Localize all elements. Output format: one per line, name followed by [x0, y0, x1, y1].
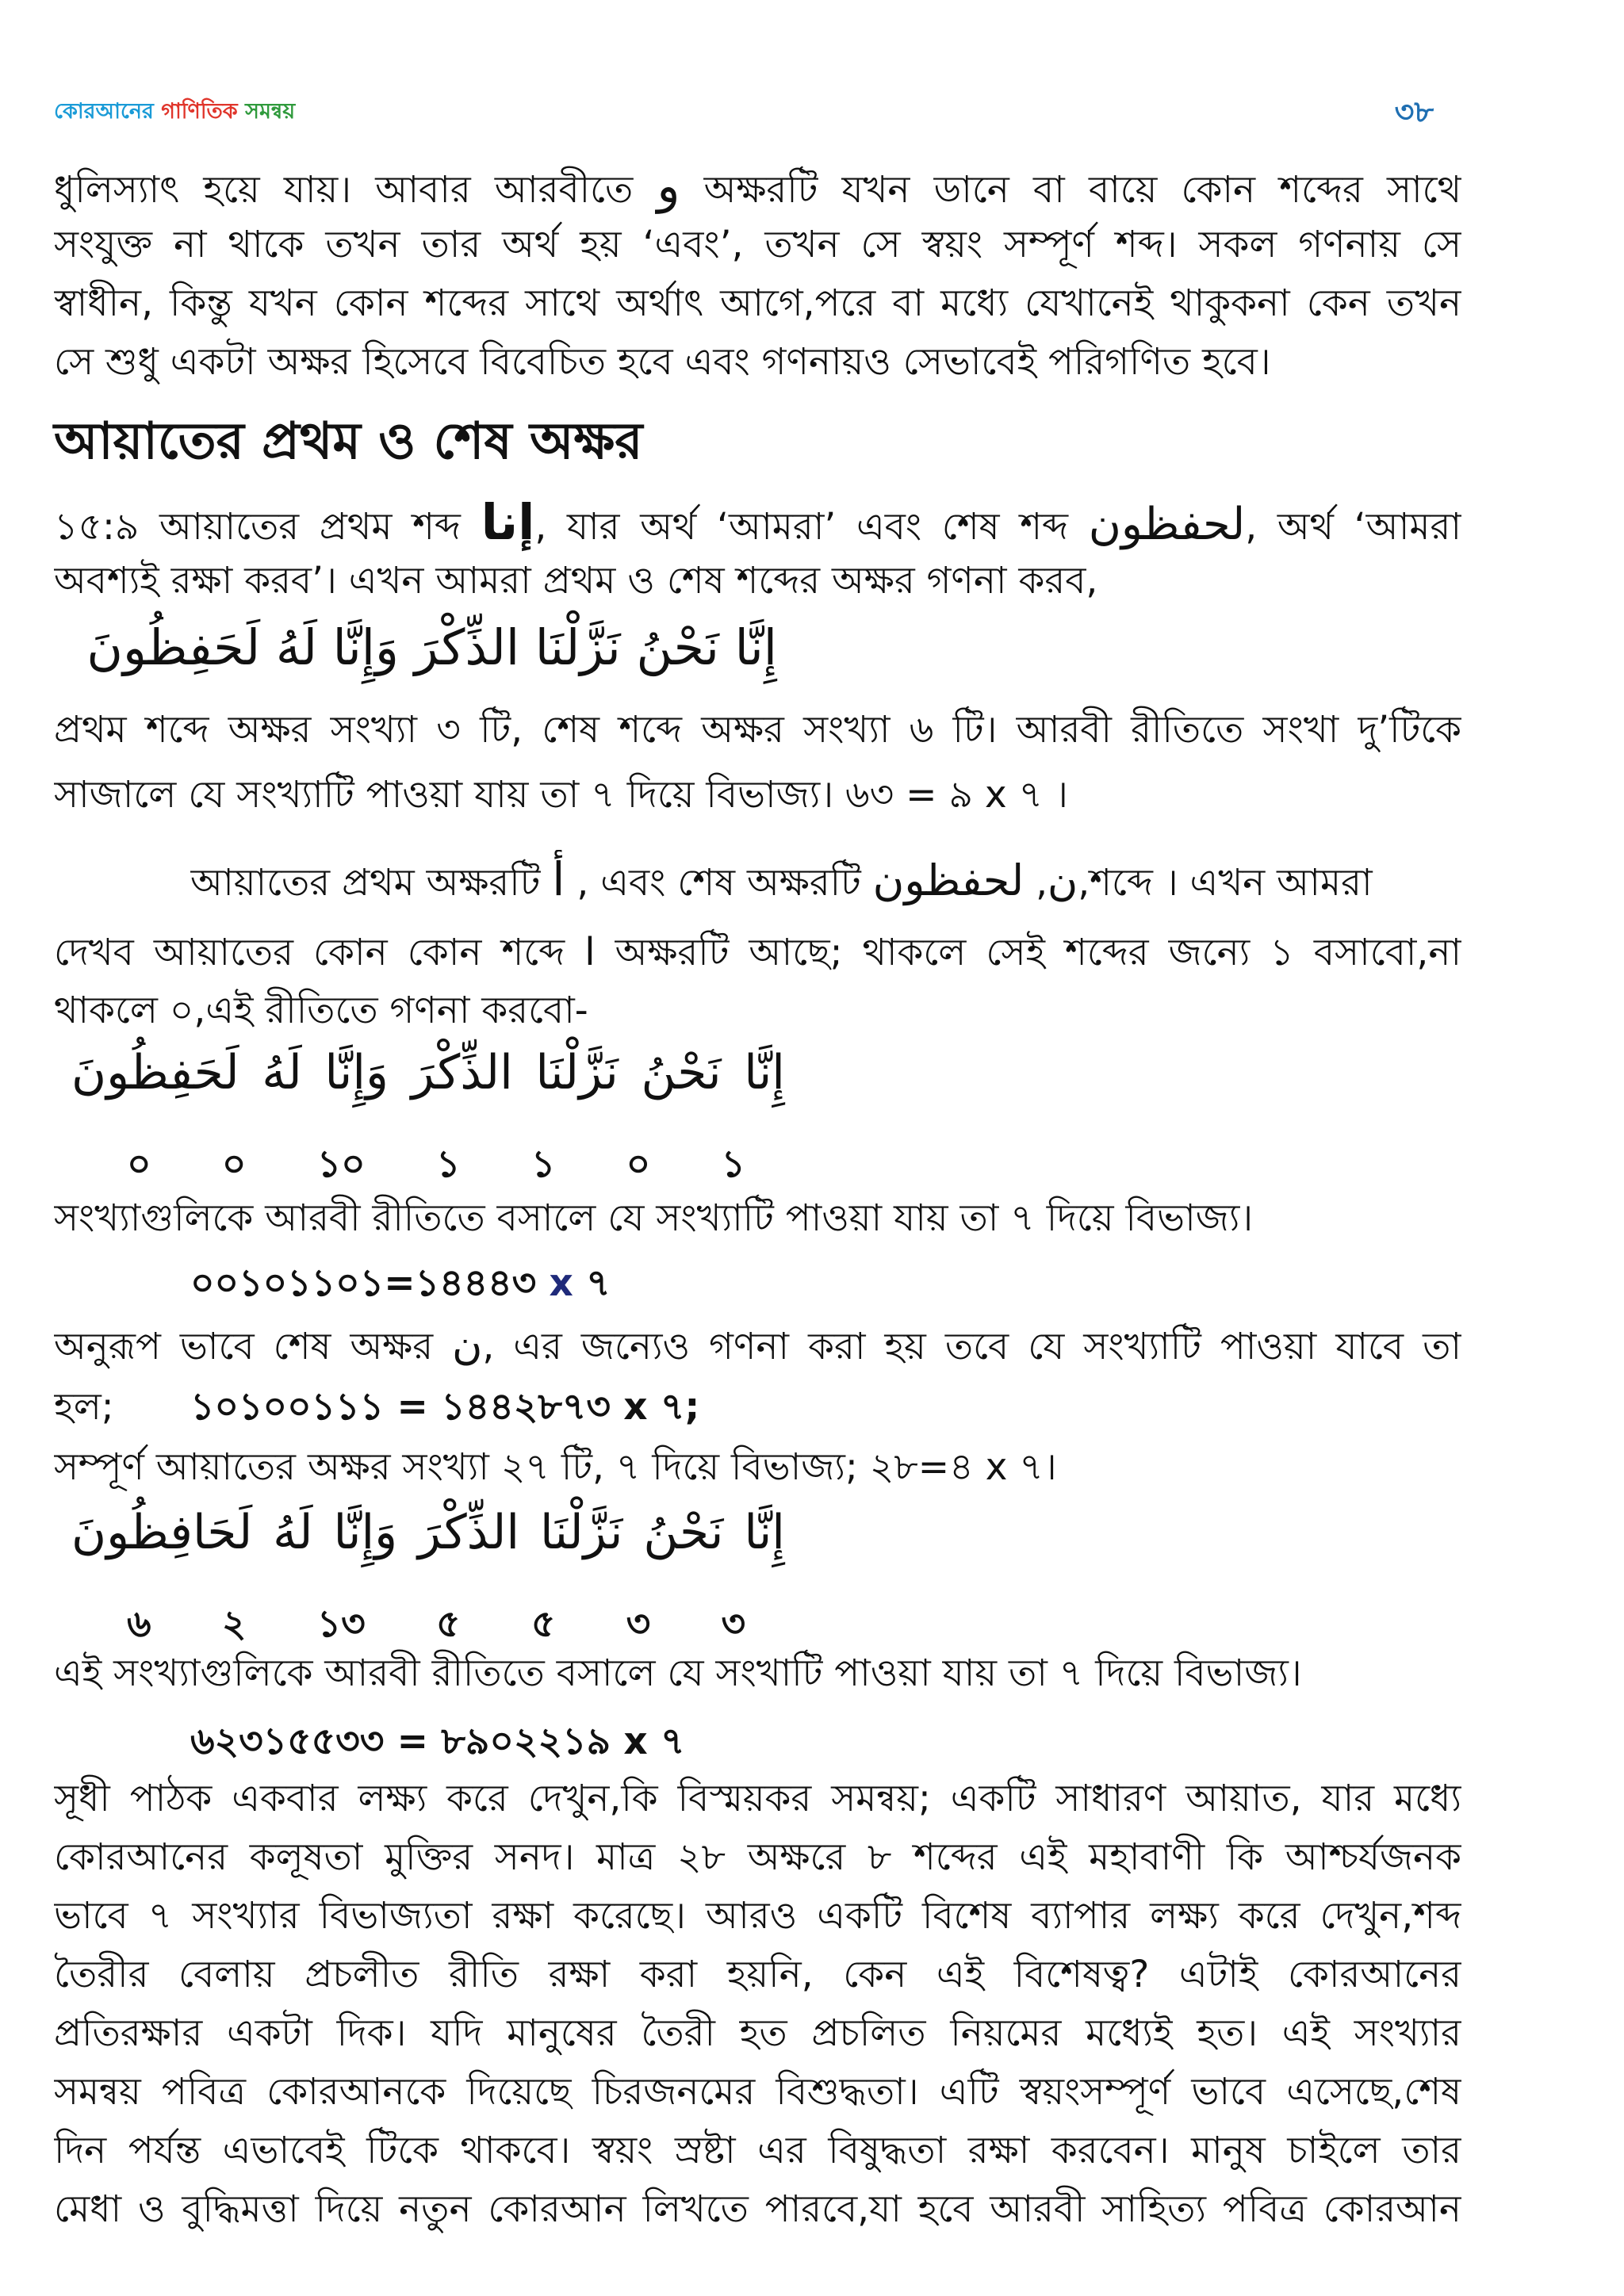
p6-line: সম্পূর্ণ আয়াতের অক্ষর সংখ্যা ২৭ টি, ৭ দিয়ে বিভাজ্য; ২৮=৪ x ৭। [54, 1445, 1057, 1489]
arabic-letter-alif-small: ا [584, 930, 596, 974]
p3-text-b: , এবং শেষ অক্ষরটি [565, 861, 873, 905]
p4-line: সংখ্যাগুলিকে আরবী রীতিতে বসালে যে সংখ্যাটি পাওয়া যায় তা ৭ দিয়ে বিভাজ্য। [54, 1196, 1254, 1240]
running-title-word-2: গাণিতিক [161, 99, 238, 124]
closing-line: সমন্বয় পবিত্র কোরআনকে দিয়েছে চিরজনমের বিশুদ্ধতা। এটি স্বয়ংসম্পূর্ণ ভাবে এসেছে,শেষ [54, 2070, 1461, 2114]
closing-line: ভাবে ৭ সংখ্যার বিভাজ্যতা রক্ষা করেছে। আরও একটি বিশেষ ব্যাপার লক্ষ্য করে দেখুন,শব্দ [54, 1894, 1461, 1938]
digit-row-b [127, 1595, 745, 1646]
arabic-letter-waw: و [657, 159, 680, 214]
calc-1-right: ৭ [573, 1261, 611, 1305]
p3-text-c: , [1024, 861, 1048, 905]
verse-word: نَزَّلْنَا [539, 1505, 623, 1560]
p3-text-a: আয়াতের প্রথম অক্ষরটি [190, 861, 553, 905]
intro-line-4: সে শুধু একটা অক্ষর হিসেবে বিবেচিত হবে এবং গণনায়ও সেভাবেই পরিগণিত হবে। [54, 340, 1271, 384]
digit: ১ [436, 1142, 461, 1186]
verse-word: لَحَفِظُونَ [71, 1045, 239, 1100]
arabic-letter-alif: أ [552, 852, 565, 906]
digit: ১ [530, 1142, 556, 1186]
intro-line-3: স্বাধীন, কিন্তু যখন কোন শব্দের সাথে অর্থাৎ আগে,পরে বা মধ্যে যেখানেই থাকুকনা কেন তখন [54, 281, 1461, 325]
digit: ৩ [721, 1602, 745, 1646]
calculation-2: ১০১০০১১১ = ১৪৪২৮৭৩ x ৭; [190, 1385, 700, 1429]
digit: ৫ [436, 1602, 461, 1646]
p3-line-2 [54, 923, 1461, 982]
p2-line-2: সাজালে যে সংখ্যাটি পাওয়া যায় তা ৭ দিয়ে বিভাজ্য। ৬৩ = ৯ x ৭ । [54, 773, 1068, 817]
verse-word: الذِّكْرَ [417, 1505, 520, 1560]
verse-word: وَإِنَّا [333, 1505, 398, 1560]
digit-row-a [127, 1135, 745, 1186]
p1-text-a: ১৫:৯ আয়াতের প্রথম শব্দ [54, 505, 481, 549]
digit: ০ [626, 1142, 651, 1186]
section-heading: আয়াতের প্রথম ও শেষ অক্ষর [54, 412, 643, 471]
intro-line-1 [54, 157, 1461, 220]
digit: ০ [221, 1142, 247, 1186]
p7-line: এই সংখ্যাগুলিকে আরবী রীতিতে বসালে যে সংখাটি পাওয়া যায় তা ৭ দিয়ে বিভাজ্য। [54, 1651, 1302, 1695]
p1-text-b: , যার অর্থ ‘আমরা’ এবং শেষ শব্দ [534, 505, 1089, 549]
verse-word: لَهُ [262, 1045, 302, 1100]
digit: ২ [221, 1602, 247, 1646]
verse-word: لَحَافِظُونَ [71, 1505, 253, 1560]
p1-line-2: অবশ্যই রক্ষা করব’। এখন আমরা প্রথম ও শেষ শব্দের অক্ষর গণনা করব, [54, 559, 1098, 603]
verse-word: نَحْنُ [641, 1045, 722, 1100]
intro-line-1-b: অক্ষরটি যখন ডানে বা বায়ে কোন শব্দের সাথে [680, 168, 1461, 212]
calculation-3: ৬২৩১৫৫৩৩ = ৮৯০২২১৯ x ৭ [190, 1720, 685, 1763]
p5-line-2 [54, 1378, 1461, 1437]
arabic-letter-noon: ن [1048, 858, 1078, 905]
calculation-1 [190, 1254, 611, 1316]
verse-word: لَهُ [273, 1505, 313, 1560]
verse-word: إِنَّا [744, 1045, 785, 1100]
digit: ৬ [127, 1602, 151, 1646]
verse-word: نَحْنُ [643, 1505, 724, 1560]
digit: ১৩ [316, 1602, 366, 1646]
p3-line-1 [190, 850, 1459, 913]
calc-1-left: ০০১০১১০১=১৪৪৪৩ [190, 1261, 550, 1305]
p3-text-d: ,শব্দে । এখন আমরা [1078, 861, 1373, 905]
page-number: ৩৮ [1394, 94, 1434, 129]
digit: ০ [127, 1142, 151, 1186]
verse-words-row-a [71, 1045, 785, 1124]
closing-line: দিন পর্যন্ত এভাবেই টিকে থাকবে। স্বয়ং স্রষ্টা এর বিষুদ্ধতা রক্ষা করবেন। মানুষ চাইলে তার [54, 2129, 1461, 2172]
running-title-word-3: সমন্বয় [245, 99, 296, 124]
arabic-last-word: لحفظون [1088, 499, 1246, 550]
intro-line-1-a: ধুলিস্যাৎ হয়ে যায়। আবার আরবীতে [54, 168, 657, 212]
closing-line: সূধী পাঠক একবার লক্ষ্য করে দেখুন,কি বিস্ময়কর সমন্বয়; একটি সাধারণ আয়াত, যার মধ্যে [54, 1777, 1461, 1820]
closing-line: মেধা ও বুদ্ধিমত্তা দিয়ে নতুন কোরআন লিখতে পারবে,যা হবে আরবী সাহিত্য পবিত্র কোরআন [54, 2187, 1461, 2231]
intro-line-2: সংযুক্ত না থাকে তখন তার অর্থ হয় ‘এবং’, তখন সে স্বয়ং সম্পূর্ণ শব্দ। সকল গণনায় সে [54, 223, 1461, 266]
digit: ৫ [530, 1602, 556, 1646]
p3-line-3: থাকলে ০,এই রীতিতে গণনা করবো- [54, 989, 588, 1032]
p3-line-2-b: অক্ষরটি আছে; থাকলে সেই শব্দের জন্যে ১ বসাবো,না [595, 931, 1461, 974]
p2-line-1: প্রথম শব্দে অক্ষর সংখ্যা ৩ টি, শেষ শব্দে অক্ষর সংখ্যা ৬ টি। আরবী রীতিতে সংখা দু’টিকে [54, 708, 1461, 752]
page-header [54, 89, 1434, 128]
verse-words-row-b [71, 1505, 785, 1584]
running-title [54, 95, 295, 131]
closing-line: কোরআনের কলূষতা মুক্তির সনদ। মাত্র ২৮ অক্ষরে ৮ শব্দের এই মহাবাণী কি আশ্চর্যজনক [54, 1835, 1461, 1879]
closing-line: প্রতিরক্ষার একটা দিক। যদি মানুষের তৈরী হত প্রচলিত নিয়মের মধ্যেই হত। এই সংখ্যার [54, 2011, 1461, 2055]
digit: ৩ [626, 1602, 651, 1646]
arabic-letter-noon-2: ن [452, 1322, 483, 1369]
p3-line-2-a: দেখব আয়াতের কোন কোন শব্দে [54, 931, 585, 974]
digit: ১০ [316, 1142, 366, 1186]
p5-label: হল; [54, 1385, 114, 1429]
verse-word: إِنَّا [744, 1505, 785, 1560]
p5-text-b: , এর জন্যেও গণনা করা হয় তবে যে সংখ্যাটি পাওয়া যাবে তা [482, 1325, 1461, 1368]
verse-word: نَزَّلْنَا [535, 1045, 619, 1100]
p1-line-1 [54, 493, 1461, 557]
closing-line: তৈরীর বেলায় প্রচলীত রীতি রক্ষা করা হয়নি, কেন এই বিশেষত্ব? এটাই কোরআনের [54, 1953, 1461, 1996]
verse-word: وَإِنَّا [324, 1045, 389, 1100]
digit: ১ [721, 1142, 745, 1186]
verse-word: الذِّكْرَ [411, 1045, 513, 1100]
verse-full: إِنَّا نَحْنُ نَزَّلْنَا الذِّكْرَ وَإِنَّا لَهُ لَحَفِظُونَ [86, 618, 777, 676]
arabic-first-word: إنا [481, 493, 535, 551]
p5-line-1 [54, 1316, 1461, 1376]
calc-1-multiply: x [549, 1261, 573, 1305]
p1-text-c: , অর্থ ‘আমরা [1245, 505, 1461, 549]
arabic-word-hafizun: لحفظون [872, 855, 1025, 905]
p5-text-a: অনুরূপ ভাবে শেষ অক্ষর [54, 1325, 453, 1368]
running-title-word-1: কোরআনের [54, 99, 154, 124]
